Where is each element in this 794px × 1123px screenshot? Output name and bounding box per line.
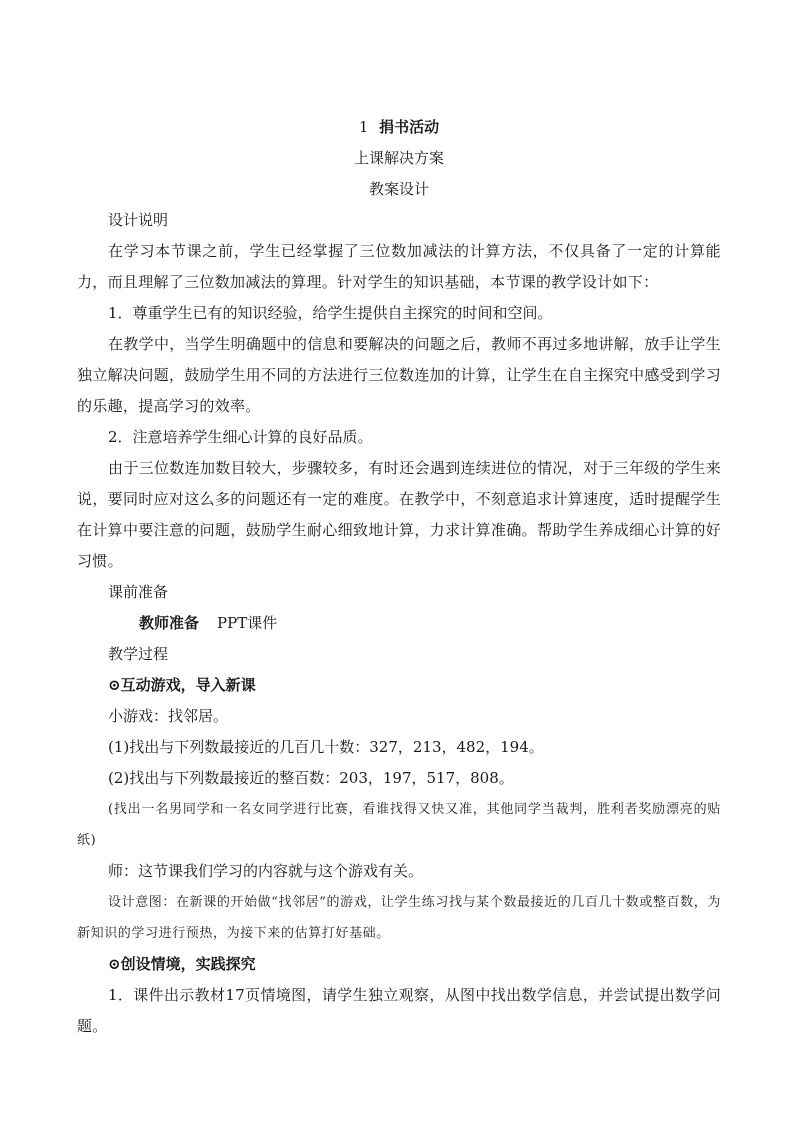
part1-title: ⊙互动游戏，导入新课	[108, 676, 256, 694]
teacher-prep-label: 教师准备	[139, 614, 200, 632]
design-heading: 教案设计	[368, 180, 429, 198]
design-note-intro: 在学习本节课之前，学生已经掌握了三位数加减法的计算方法，不仅具备了一定的计算能力，而且理解了三位数加减法的算理。针对学生的知识基础，本节课的教学设计如下：	[77, 242, 721, 291]
design-intent: 设计意图：在新课的开始做“找邻居”的游戏，让学生练习找与某个数最接近的几百几十数或整百数，为新知识的学习进行预热，为接下来的估算打好基础。	[77, 895, 721, 941]
design-point-1: 1．尊重学生已有的知识经验，给学生提供自主探究的时间和空间。	[108, 304, 553, 322]
design-point-2-body: 由于三位数连加数目较大，步骤较多，有时还会遇到连续进位的情况，对于三年级的学生来说，要同时应对这么多的问题还有一定的难度。在教学中，不刻意追求计算速度，适时提醒学生在计算中要注意的问题，鼓励学生耐心细致地计算，力求计算准确。帮助学生养成细心计算的好习惯。	[77, 459, 721, 570]
game-line: 小游戏：找邻居。	[108, 707, 229, 725]
teacher-says: 师：这节课我们学习的内容就与这个游戏有关。	[108, 862, 424, 880]
question-1: (1)找出与下列数最接近的几百几十数：327，213，482，194。	[108, 738, 544, 756]
design-note-heading: 设计说明	[108, 211, 169, 229]
lesson-number: 1	[358, 118, 369, 136]
design-point-2: 2．注意培养学生细心计算的良好品质。	[108, 428, 373, 446]
prep-heading: 课前准备	[108, 583, 169, 601]
lesson-title	[77, 112, 721, 143]
game-note: (找出一名男同学和一名女同学进行比赛，看谁找得又快又准，其他同学当裁判，胜利者奖励漂亮的贴纸)	[77, 802, 721, 848]
part2-title	[77, 949, 721, 980]
document-body	[77, 112, 721, 1042]
process-heading: 教学过程	[108, 645, 169, 663]
solution-heading: 上课解决方案	[353, 149, 444, 167]
lesson-name: 捐书活动	[379, 118, 440, 136]
question-2: (2)找出与下列数最接近的整百数：203，197，517，808。	[108, 769, 514, 787]
teacher-prep-value: PPT课件	[217, 614, 278, 632]
step-1: 1．课件出示教材17页情境图，请学生独立观察，从图中找出数学信息，并尝试提出数学问题。	[77, 986, 721, 1035]
part2-title-text: ⊙创设情境，实践探究	[108, 955, 256, 973]
design-point-1-body: 在教学中，当学生明确题中的信息和要解决的问题之后，教师不再过多地讲解，放手让学生独立解决问题，鼓励学生用不同的方法进行三位数连加的计算，让学生在自主探究中感受到学习的乐趣，提高学习的效率。	[77, 335, 721, 415]
teacher-prep	[77, 608, 721, 639]
